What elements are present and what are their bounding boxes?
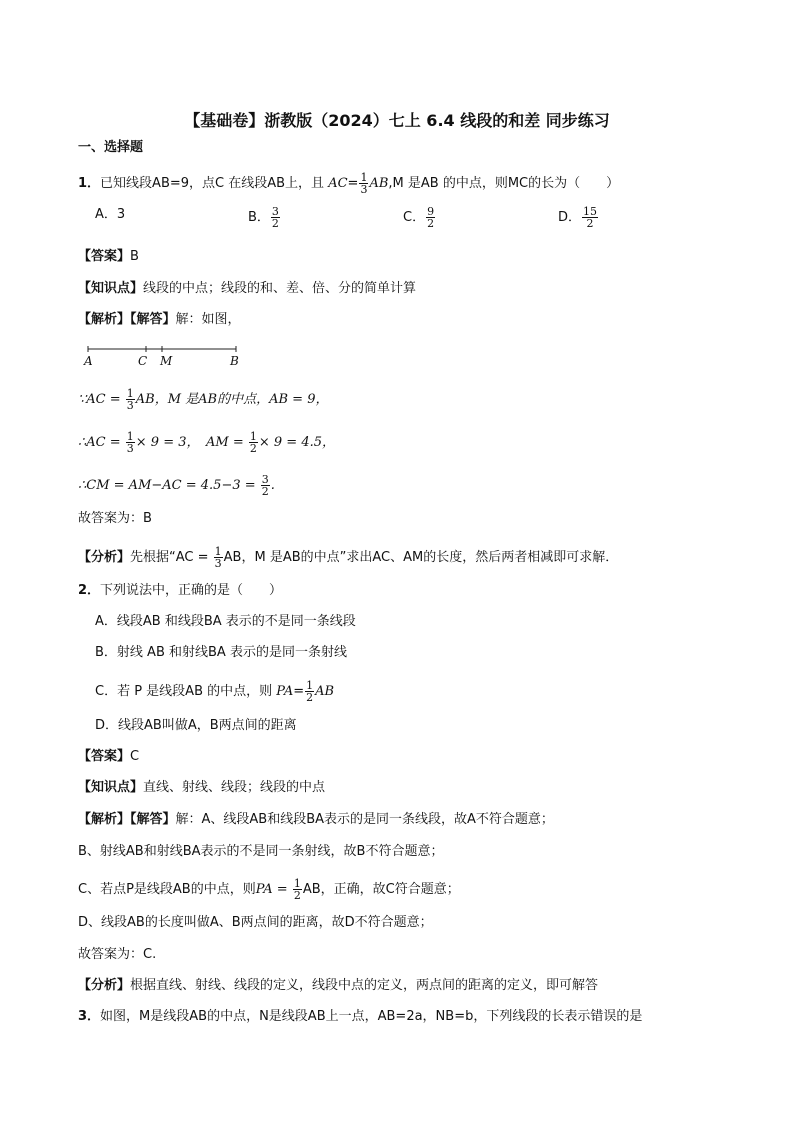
fraction: $\frac{9}{2}$ (427, 205, 435, 230)
analysis-line-b: B、射线AB和射线BA表示的不是同一条射线，故B不符合题意； (78, 844, 444, 859)
explanation-line: 【分析】先根据“AC = $\frac{1}{3}$ AB，M 是AB的中点”求出AC、AM的长度，然后两者相减即可求解． (78, 545, 619, 570)
option-c: C．若 P 是线段AB 的中点，则 PA= $\frac{1}{2}$ AB (95, 679, 335, 704)
option-a: A．线段AB 和线段BA 表示的不是同一条线段 (95, 614, 356, 629)
solution-step-3: ∴CM = AM−AC = 4.5−3 = $\frac{3}{2}$ . (78, 473, 275, 498)
solution-step-2: ∴AC = $\frac{1}{3}$ × 9 = 3， AM = $\frac{1}{2}$ × 9 = 4.5， (78, 430, 335, 455)
point-label-c: C (138, 354, 148, 368)
option-b: B．射线 AB 和射线BA 表示的是同一条射线 (95, 645, 347, 660)
question-3-stem: 3．如图，M是线段AB的中点，N是线段AB上一点，AB=2a，NB=b，下列线段的长表示错误的是 (78, 1009, 643, 1024)
option-b: B． $\frac{3}{2}$ (248, 205, 279, 230)
fraction: $\frac{3}{2}$ (271, 205, 279, 230)
page-title: 【基础卷】浙教版（2024）七上 6.4 线段的和差 同步练习 (184, 111, 610, 130)
knowledge-point: 【知识点】直线、射线、线段；线段的中点 (78, 780, 326, 795)
option-d: D． $\frac{15}{2}$ (558, 205, 598, 230)
analysis-line-d: D、线段AB的长度叫做A、B两点间的距离，故D不符合题意； (78, 915, 433, 930)
point-label-m: M (160, 354, 173, 368)
section-heading: 一、选择题 (78, 140, 144, 155)
analysis-line: 【解析】【解答】解：A、线段AB和线段BA表示的是同一条线段，故A不符合题意； (78, 812, 554, 827)
conclusion-line: 故答案为：C. (78, 947, 157, 962)
option-d: D．线段AB叫做A，B两点间的距离 (95, 718, 297, 733)
analysis-line: 【解析】【解答】解：如图， (78, 312, 241, 327)
question-1-stem: 1．已知线段AB=9，点C 在线段AB上，且 AC= $\frac{1}{3}$ AB,M 是AB 的中点，则MC的长为（ ） (78, 171, 620, 196)
solution-step-1: ∵AC = $\frac{1}{3}$ AB，M 是AB的中点，AB = 9， (78, 387, 329, 412)
segment-figure (84, 344, 244, 370)
analysis-line-c: C、若点P是线段AB的中点，则PA = $\frac{1}{2}$ AB，正确，故C符合题意； (78, 877, 460, 902)
option-c: C． $\frac{9}{2}$ (403, 205, 435, 230)
answer-line: 【答案】B (78, 249, 139, 264)
knowledge-point: 【知识点】线段的中点；线段的和、差、倍、分的简单计算 (78, 281, 417, 296)
fraction: $\frac{15}{2}$ (583, 205, 598, 230)
question-2-stem: 2．下列说法中，正确的是（ ） (78, 583, 283, 598)
question-number: 1． (78, 176, 101, 191)
answer-line: 【答案】C (78, 749, 140, 764)
question-number: 3． (78, 1009, 101, 1024)
point-label-a: A (84, 354, 93, 368)
explanation-line: 【分析】根据直线、射线、线段的定义，线段中点的定义，两点间的距离的定义，即可解答 (78, 978, 599, 993)
fraction: $\frac{1}{3}$ (360, 171, 368, 196)
question-number: 2． (78, 583, 101, 598)
conclusion-line: 故答案为：B (78, 511, 152, 526)
point-label-b: B (230, 354, 239, 368)
option-a: A．3 (95, 207, 126, 222)
